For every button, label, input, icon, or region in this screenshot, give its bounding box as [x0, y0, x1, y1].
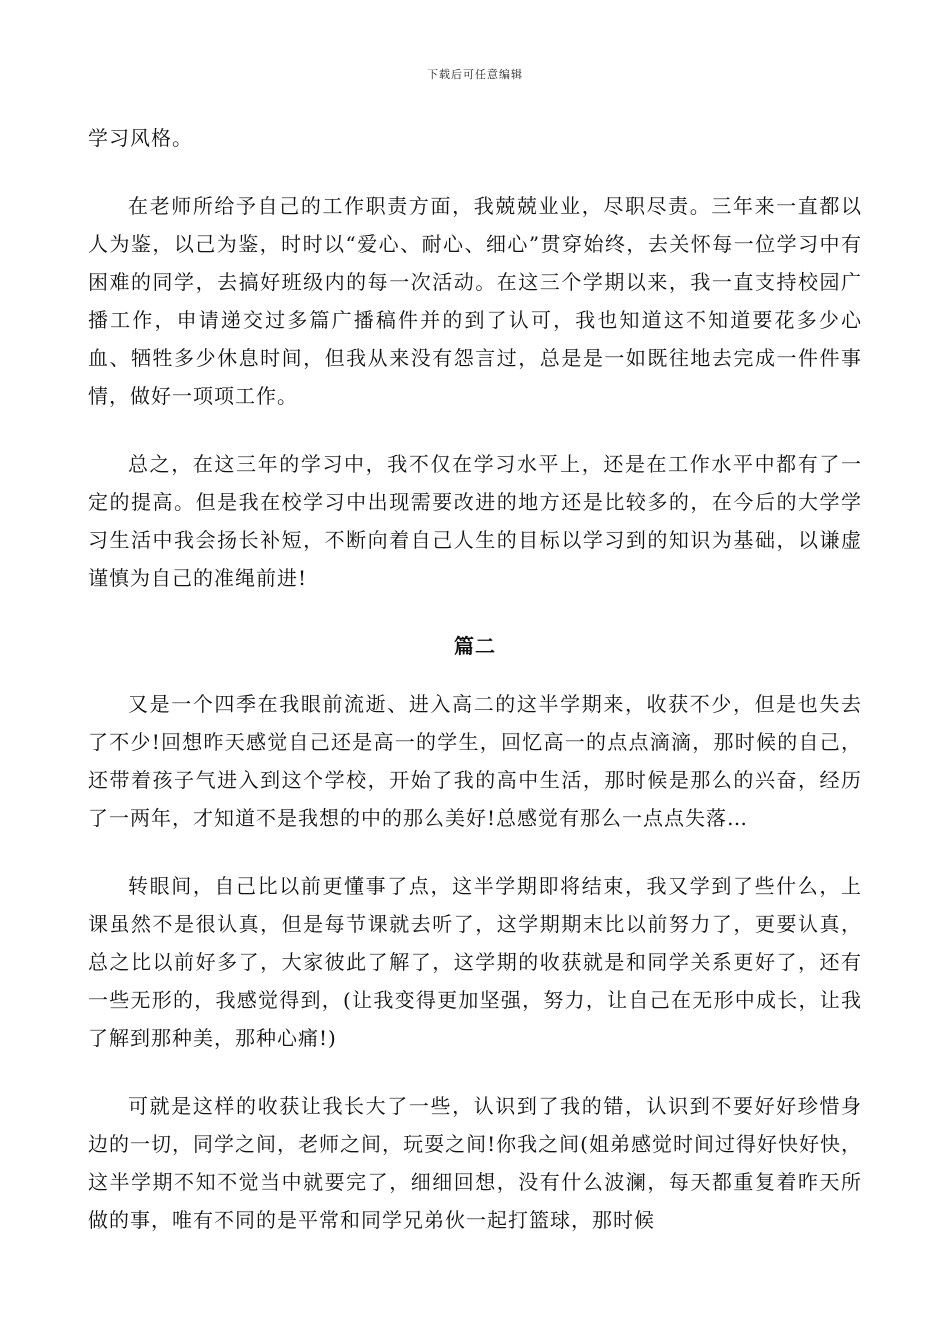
paragraph: 可就是这样的收获让我长大了一些，认识到了我的错，认识到不要好好珍惜身边的一切，同学之间，老师之间，玩耍之间!你我之间(姐弟感觉时间过得好快好快，这半学期不知不觉当中就要完了，细细回想，没有什么波澜，每天都重复着昨天所做的事，唯有不同的是平常和同学兄弟伙一起打篮球，那时候 — [88, 1094, 862, 1232]
page-header: 下载后可任意编辑 — [427, 68, 523, 81]
document-body — [88, 119, 862, 1269]
section-title: 篇二 — [454, 634, 496, 658]
paragraph: 学习风格。 — [88, 126, 193, 150]
paragraph: 转眼间，自己比以前更懂事了点，这半学期即将结束，我又学到了些什么，上课虽然不是很认真，但是每节课就去听了，这学期期末比以前努力了，更要认真，总之比以前好多了，大家彼此了解了，这学期的收获就是和同学关系更好了，还有一些无形的，我感觉得到，(让我变得更加坚强，努力，让自己在无形中成长，让我了解到那种美，那种心痛!) — [88, 874, 862, 1050]
paragraph: 在老师所给予自己的工作职责方面，我兢兢业业，尽职尽责。三年来一直都以人为鉴，以己为鉴，时时以“爱心、耐心、细心”贯穿始终，去关怀每一位学习中有困难的同学，去搞好班级内的每一次活动。在这三个学期以来，我一直支持校园广播工作，申请递交过多篇广播稿件并的到了认可，我也知道这不知道要花多少心血、牺牲多少休息时间，但我从来没有怨言过，总是是一如既往地去完成一件件事情，做好一项项工作。 — [88, 194, 862, 408]
paragraph: 又是一个四季在我眼前流逝、进入高二的这半学期来，收获不少，但是也失去了不少!回想昨天感觉自己还是高一的学生，回忆高一的点点滴滴，那时候的自己，还带着孩子气进入到这个学校，开始了我的高中生活，那时候是那么的兴奋，经历了一两年，才知道不是我想的中的那么美好!总感觉有那么一点点失落… — [88, 692, 862, 830]
paragraph: 总之，在这三年的学习中，我不仅在学习水平上，还是在工作水平中都有了一定的提高。但是我在校学习中出现需要改进的地方还是比较多的，在今后的大学学习生活中我会扬长补短，不断向着自己人生的目标以学习到的知识为基础，以谦虚谨慎为自己的准绳前进! — [88, 452, 862, 590]
